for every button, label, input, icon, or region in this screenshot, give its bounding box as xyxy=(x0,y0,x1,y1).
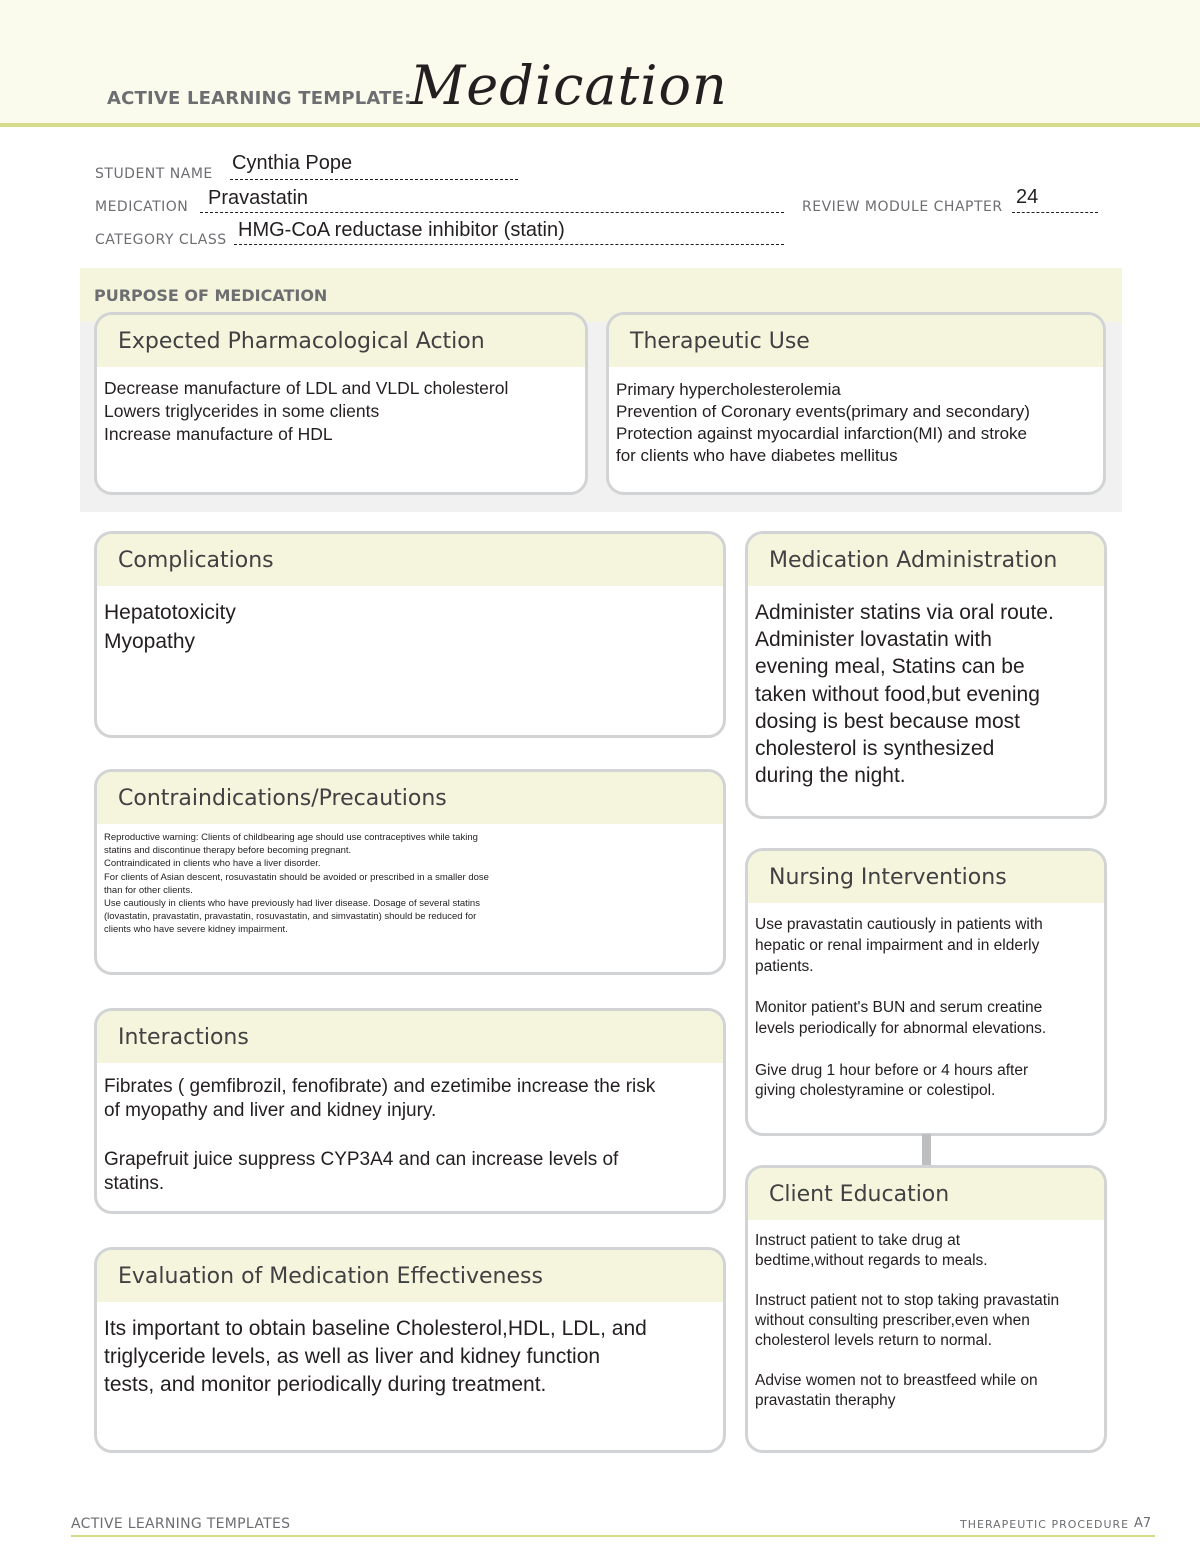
review-module-label: REVIEW MODULE CHAPTER xyxy=(802,199,1003,215)
therapeutic-use-title: Therapeutic Use xyxy=(609,315,1103,367)
client-education-text[interactable]: Instruct patient to take drug at bedtime,without regards to meals. Instruct patient not to stop taking pravastatin without consulting prescriber,even when cholesterol levels return to normal. Advise women not to breastfeed while on pravastatin theraphy xyxy=(755,1232,1060,1409)
client-education-card xyxy=(745,1165,1107,1453)
category-label: CATEGORY CLASS xyxy=(95,232,227,248)
review-module-line xyxy=(1012,212,1098,213)
review-module-field[interactable]: 24 xyxy=(1016,186,1039,208)
expected-action-title: Expected Pharmacological Action xyxy=(97,315,585,367)
complications-text[interactable]: Hepatotoxicity Myopathy xyxy=(104,601,236,653)
contraindications-title: Contraindications/Precautions xyxy=(97,772,723,824)
student-name-label: STUDENT NAME xyxy=(95,166,213,182)
nursing-interventions-text[interactable]: Use pravastatin cautiously in patients with hepatic or renal impairment and in elderly patients. Monitor patient's BUN and serum creatine levels periodically for abnormal elevations. Give drug 1 hour before or 4 hours after giving cholestyramine or colestipol. xyxy=(755,916,1047,1100)
template-label: ACTIVE LEARNING TEMPLATE: xyxy=(107,88,412,109)
template-title: Medication xyxy=(410,54,728,117)
expected-action-card xyxy=(94,312,588,495)
category-line xyxy=(234,244,784,245)
nursing-interventions-title: Nursing Interventions xyxy=(748,851,1104,903)
footer-left: ACTIVE LEARNING TEMPLATES xyxy=(71,1516,291,1532)
contraindications-card xyxy=(94,769,726,975)
footer-right: THERAPEUTIC PROCEDURE xyxy=(960,1518,1130,1531)
student-name-line xyxy=(230,179,518,180)
expected-action-text[interactable]: Decrease manufacture of LDL and VLDL cholesterol Lowers triglycerides in some clients Increase manufacture of HDL xyxy=(104,378,509,444)
category-field[interactable]: HMG-CoA reductase inhibitor (statin) xyxy=(238,219,565,241)
evaluation-text[interactable]: Its important to obtain baseline Cholesterol,HDL, LDL, and triglyceride levels, as well as liver and kidney function tests, and monitor periodically during treatment. xyxy=(104,1317,647,1396)
therapeutic-use-card xyxy=(606,312,1106,495)
contraindications-text[interactable]: Reproductive warning: Clients of childbearing age should use contraceptives while taking statins and discontinue therapy before becoming pregnant. Contraindicated in clients who have a liver disorder. For clients of Asian descent, rosuvastatin should be avoided or prescribed in a smaller dose than for other clients. Use cautiously in clients who have previously had liver disease. Dosage of several statins (lovastatin, pravastatin, pravastatin, rosuvastatin, and simvastatin) should be reduced for clients who have severe kidney impairment. xyxy=(104,832,489,936)
medication-field[interactable]: Pravastatin xyxy=(208,187,309,209)
complications-card xyxy=(94,531,726,738)
evaluation-title: Evaluation of Medication Effectiveness xyxy=(97,1250,723,1302)
therapeutic-use-text[interactable]: Primary hypercholesterolemia Prevention of Coronary events(primary and secondary) Protection against myocardial infarction(MI) and stroke for clients who have diabetes mellitus xyxy=(616,380,1030,465)
interactions-text[interactable]: Fibrates ( gemfibrozil, fenofibrate) and ezetimibe increase the risk of myopathy and liver and kidney injury. Grapefruit juice suppress CYP3A4 and can increase levels of statins. xyxy=(104,1076,656,1194)
student-name-field[interactable]: Cynthia Pope xyxy=(232,152,353,174)
administration-card xyxy=(745,531,1107,819)
interactions-title: Interactions xyxy=(97,1011,723,1063)
card-connector xyxy=(922,1134,931,1166)
complications-title: Complications xyxy=(97,534,723,586)
purpose-label: PURPOSE OF MEDICATION xyxy=(94,286,328,305)
evaluation-card xyxy=(94,1247,726,1453)
administration-text[interactable]: Administer statins via oral route. Administer lovastatin with evening meal, Statins can be taken without food,but evening dosing is best because most cholesterol is synthesized during the night. xyxy=(755,601,1054,788)
medication-label: MEDICATION xyxy=(95,199,189,215)
administration-title: Medication Administration xyxy=(748,534,1104,586)
client-education-title: Client Education xyxy=(748,1168,1104,1220)
header-rule xyxy=(0,123,1200,127)
interactions-card xyxy=(94,1008,726,1214)
footer-rule xyxy=(71,1535,1155,1537)
nursing-interventions-card xyxy=(745,848,1107,1136)
medication-line xyxy=(200,212,784,213)
footer-page-number: A7 xyxy=(1134,1516,1152,1531)
